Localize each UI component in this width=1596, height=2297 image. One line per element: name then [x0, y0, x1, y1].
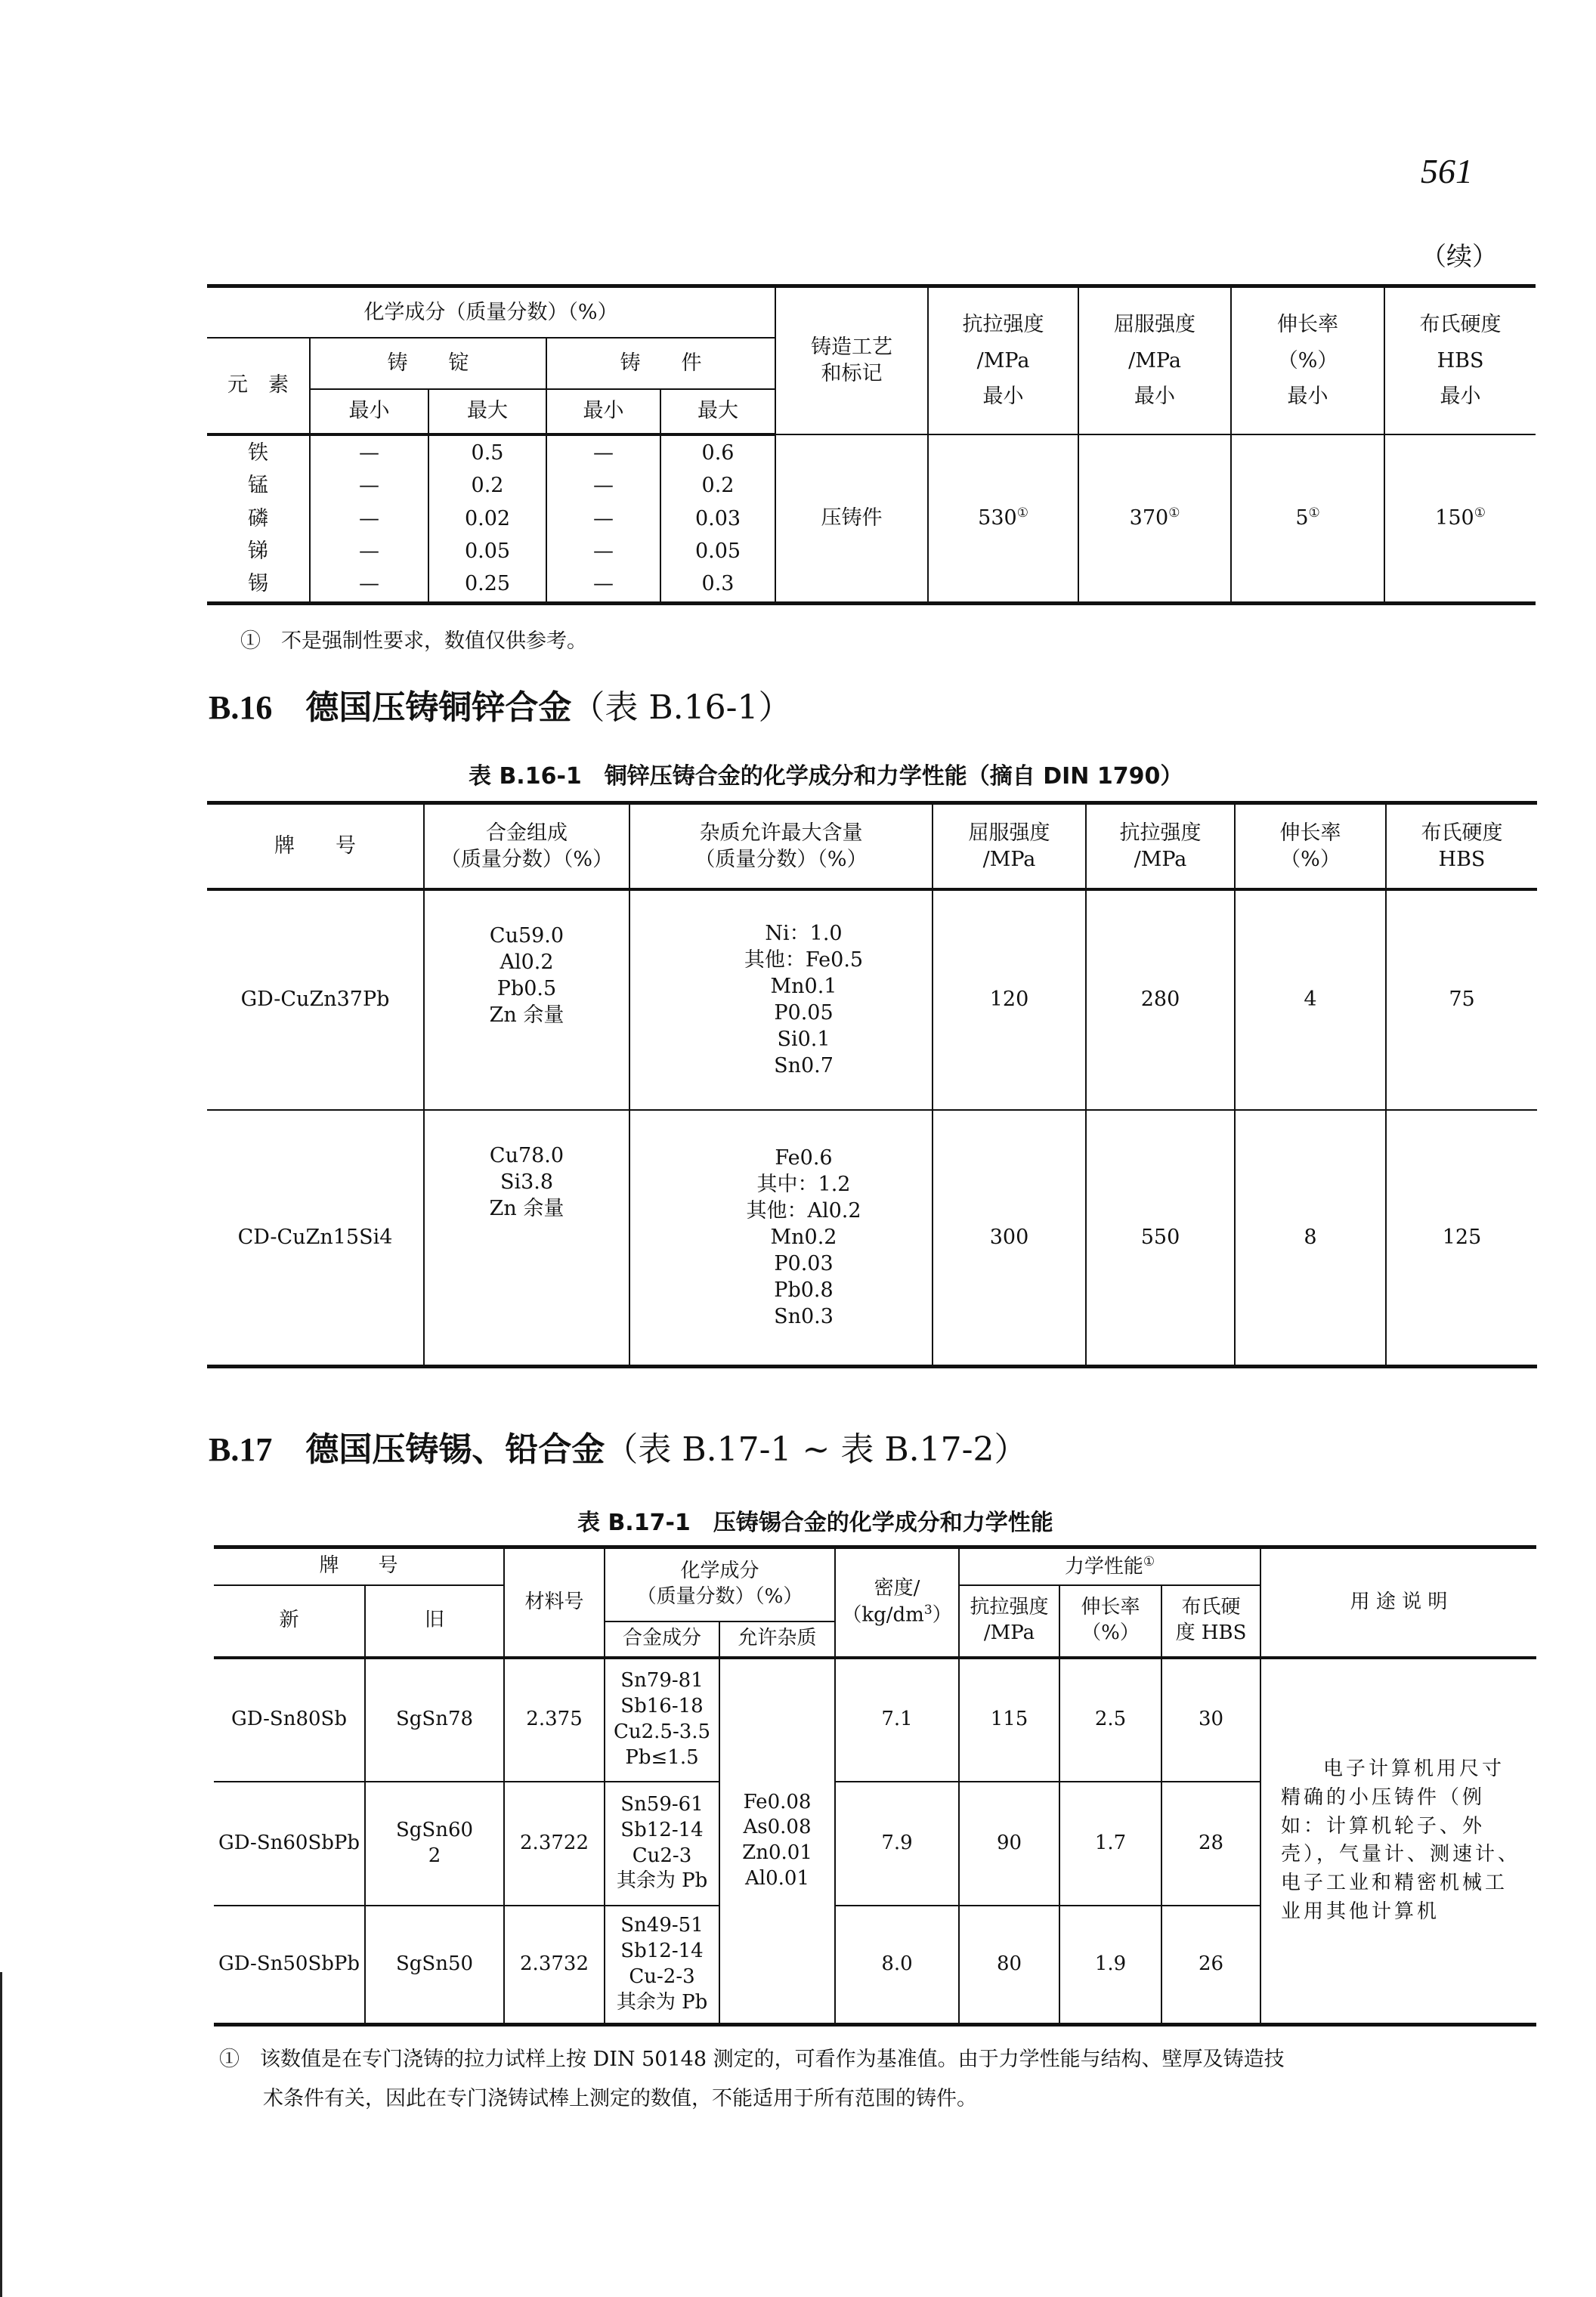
density-cell: 7.1: [835, 1658, 959, 1782]
header-casting-max: 最大: [660, 389, 775, 434]
grade-cell: GD-CuZn37Pb: [207, 889, 424, 1110]
header-casting: 铸 件: [546, 338, 775, 389]
impurity-cell: Fe0.08 As0.08 Zn0.01 Al0.01: [719, 1658, 835, 2025]
footnote-ref: ①: [1016, 505, 1028, 521]
footnote-ref: ①: [1474, 505, 1486, 521]
table-b17-caption: 表 B.17-1 压铸锡合金的化学成分和力学性能: [577, 1510, 1053, 1536]
header-density: 密度/ $(kg/dm^3)$: [835, 1547, 959, 1658]
alloy-cell: Sn79-81 Sb16-18 Cu2.5-3.5 Pb≤1.5: [605, 1658, 719, 1782]
header-tensile: 抗拉强度 /MPa: [1086, 803, 1235, 889]
impurity-cell: Fe0.6 其中：1.2 其他：Al0.2 Mn0.2 P0.03 Pb0.8 Sn0.3: [629, 1110, 933, 1367]
scan-edge-line: [0, 1972, 2, 2297]
hardness-cell: 125: [1386, 1110, 1537, 1367]
header-elongation: 伸长率 （%）: [1059, 1585, 1161, 1658]
elongation-cell: 2.5: [1059, 1658, 1161, 1782]
new-grade-cell: GD-Sn50SbPb: [214, 1906, 365, 2025]
header-elongation: 伸长率 （%）: [1235, 803, 1386, 889]
page-number: 561: [1421, 152, 1473, 190]
continued-label: （续）: [1421, 242, 1498, 272]
header-material-no: 材料号: [504, 1547, 605, 1658]
table-b17-1: [214, 1545, 1536, 2026]
header-tensile: 抗拉强度 /MPa: [959, 1585, 1059, 1658]
tensile-cell: 550: [1086, 1110, 1235, 1367]
usage-cell: 电子计算机用尺寸精确的小压铸件（例如：计算机轮子、外壳），气量计、测速计、电子工业和精密机械工业用其他计算机: [1260, 1658, 1536, 2025]
footnote-ref: ①: [1308, 505, 1320, 521]
header-casting-min: 最小: [546, 389, 660, 434]
alloy-cell: Cu78.0 Si3.8 Zn 余量: [424, 1110, 629, 1367]
section-table-ref: （表 B.17-1 ~ 表 B.17-2）: [605, 1430, 1028, 1469]
table-row: [214, 1658, 1536, 1782]
header-yield: 屈服强度 /MPa: [933, 803, 1086, 889]
header-hardness: 布氏硬度 HBS: [1386, 803, 1537, 889]
new-grade-cell: GD-Sn80Sb: [214, 1658, 365, 1782]
footnote-ref: ①: [1143, 1553, 1155, 1569]
element-column: [207, 434, 310, 604]
footnote-ref: ①: [1168, 505, 1180, 521]
header-old: 旧: [365, 1585, 504, 1658]
tensile-cell: 80: [959, 1906, 1059, 2025]
header-elongation: 伸长率 （%） 最小: [1231, 286, 1384, 434]
header-chem-comp: 化学成分（质量分数）（%）: [207, 286, 775, 338]
density-cell: 7.9: [835, 1782, 959, 1906]
ingot-max-column: 0.5 0.2 0.02 0.05 0.25: [428, 434, 546, 604]
material-no-cell: 2.3722: [504, 1782, 605, 1906]
header-hardness: 布氏硬 度 HBS: [1161, 1585, 1260, 1658]
yield-value: 370①: [1078, 434, 1231, 604]
tensile-cell: 115: [959, 1658, 1059, 1782]
hardness-cell: 75: [1386, 889, 1537, 1110]
header-tensile: 抗拉强度 /MPa 最小: [928, 286, 1078, 434]
table-b15-footnote: ① 不是强制性要求，数值仅供参考。: [240, 629, 587, 653]
header-chem: 化学成分 （质量分数）（%）: [605, 1547, 835, 1622]
header-element: 元 素: [207, 338, 310, 434]
section-number: B.17: [209, 1431, 273, 1468]
header-process: 铸造工艺 和标记: [775, 286, 928, 434]
element-cell: 锡: [248, 572, 268, 596]
material-no-cell: 2.3732: [504, 1906, 605, 2025]
element-cell: 铁: [248, 441, 268, 465]
table-b16-caption: 表 B.16-1 铜锌压铸合金的化学成分和力学性能（摘自 DIN 1790）: [469, 763, 1183, 790]
header-alloy-comp: 合金成分: [605, 1622, 719, 1658]
table-row: [207, 889, 1537, 1110]
header-usage: 用 途 说 明: [1260, 1547, 1536, 1658]
header-alloy: 合金组成 （质量分数）（%）: [424, 803, 629, 889]
elongation-cell: 1.9: [1059, 1906, 1161, 2025]
hardness-cell: 28: [1161, 1782, 1260, 1906]
element-cell: 磷: [248, 506, 268, 530]
tensile-cell: 90: [959, 1782, 1059, 1906]
elongation-cell: 4: [1235, 889, 1386, 1110]
header-ingot: 铸 锭: [310, 338, 546, 389]
header-grade: 牌 号: [207, 803, 424, 889]
ingot-min-column: — — — — —: [310, 434, 428, 604]
section-table-ref: （表 B.16-1）: [571, 688, 792, 727]
section-title: 德国压铸锡、铅合金: [305, 1430, 605, 1469]
tensile-cell: 280: [1086, 889, 1235, 1110]
casting-min-column: — — — — —: [546, 434, 660, 604]
header-mech: 力学性能①: [959, 1547, 1260, 1585]
new-grade-cell: GD-Sn60SbPb: [214, 1782, 365, 1906]
elongation-cell: 8: [1235, 1110, 1386, 1367]
element-cell: 锑: [248, 539, 268, 563]
old-grade-cell: SgSn78: [365, 1658, 504, 1782]
old-grade-cell: SgSn50: [365, 1906, 504, 2025]
header-impurity: 杂质允许最大含量 （质量分数）（%）: [629, 803, 933, 889]
section-b16-heading: [209, 680, 792, 728]
hardness-cell: 30: [1161, 1658, 1260, 1782]
elongation-value: 5①: [1231, 434, 1384, 604]
tensile-value: 530①: [928, 434, 1078, 604]
header-hardness: 布氏硬度 HBS 最小: [1384, 286, 1536, 434]
impurity-cell: Ni：1.0 其他：Fe0.5 Mn0.1 P0.05 Si0.1 Sn0.7: [629, 889, 933, 1110]
table-b15-continued: [207, 284, 1536, 605]
yield-cell: 120: [933, 889, 1086, 1110]
section-b17-heading: [209, 1422, 1028, 1470]
alloy-cell: Sn59-61 Sb12-14 Cu2-3 其余为 Pb: [605, 1782, 719, 1906]
hardness-cell: 26: [1161, 1906, 1260, 2025]
casting-max-column: 0.6 0.2 0.03 0.05 0.3: [660, 434, 775, 604]
header-ingot-min: 最小: [310, 389, 428, 434]
header-ingot-max: 最大: [428, 389, 546, 434]
header-impurity: 允许杂质: [719, 1622, 835, 1658]
alloy-cell: Cu59.0 Al0.2 Pb0.5 Zn 余量: [424, 889, 629, 1110]
table-row: [207, 1110, 1537, 1367]
section-title: 德国压铸铜锌合金: [305, 688, 572, 727]
section-number: B.16: [209, 689, 273, 726]
hardness-value: 150①: [1384, 434, 1536, 604]
alloy-cell: Sn49-51 Sb12-14 Cu-2-3 其余为 Pb: [605, 1906, 719, 2025]
header-grade: 牌 号: [214, 1547, 504, 1585]
yield-cell: 300: [933, 1110, 1086, 1367]
old-grade-cell: SgSn60 2: [365, 1782, 504, 1906]
table-b16-1: [207, 801, 1537, 1368]
header-new: 新: [214, 1585, 365, 1658]
element-cell: 锰: [248, 474, 268, 498]
elongation-cell: 1.7: [1059, 1782, 1161, 1906]
grade-cell: CD-CuZn15Si4: [207, 1110, 424, 1367]
table-b17-footnote: ① 该数值是在专门浇铸的拉力试样上按 DIN 50148 测定的，可看作为基准值。由于力学性能与结构、壁厚及铸造技 术条件有关，因此在专门浇铸试棒上测定的数值，不能适用于所有范围的铸件。: [219, 2048, 1285, 2110]
header-yield: 屈服强度 /MPa 最小: [1078, 286, 1231, 434]
density-cell: 8.0: [835, 1906, 959, 2025]
process-value: 压铸件: [775, 434, 928, 604]
material-no-cell: 2.375: [504, 1658, 605, 1782]
